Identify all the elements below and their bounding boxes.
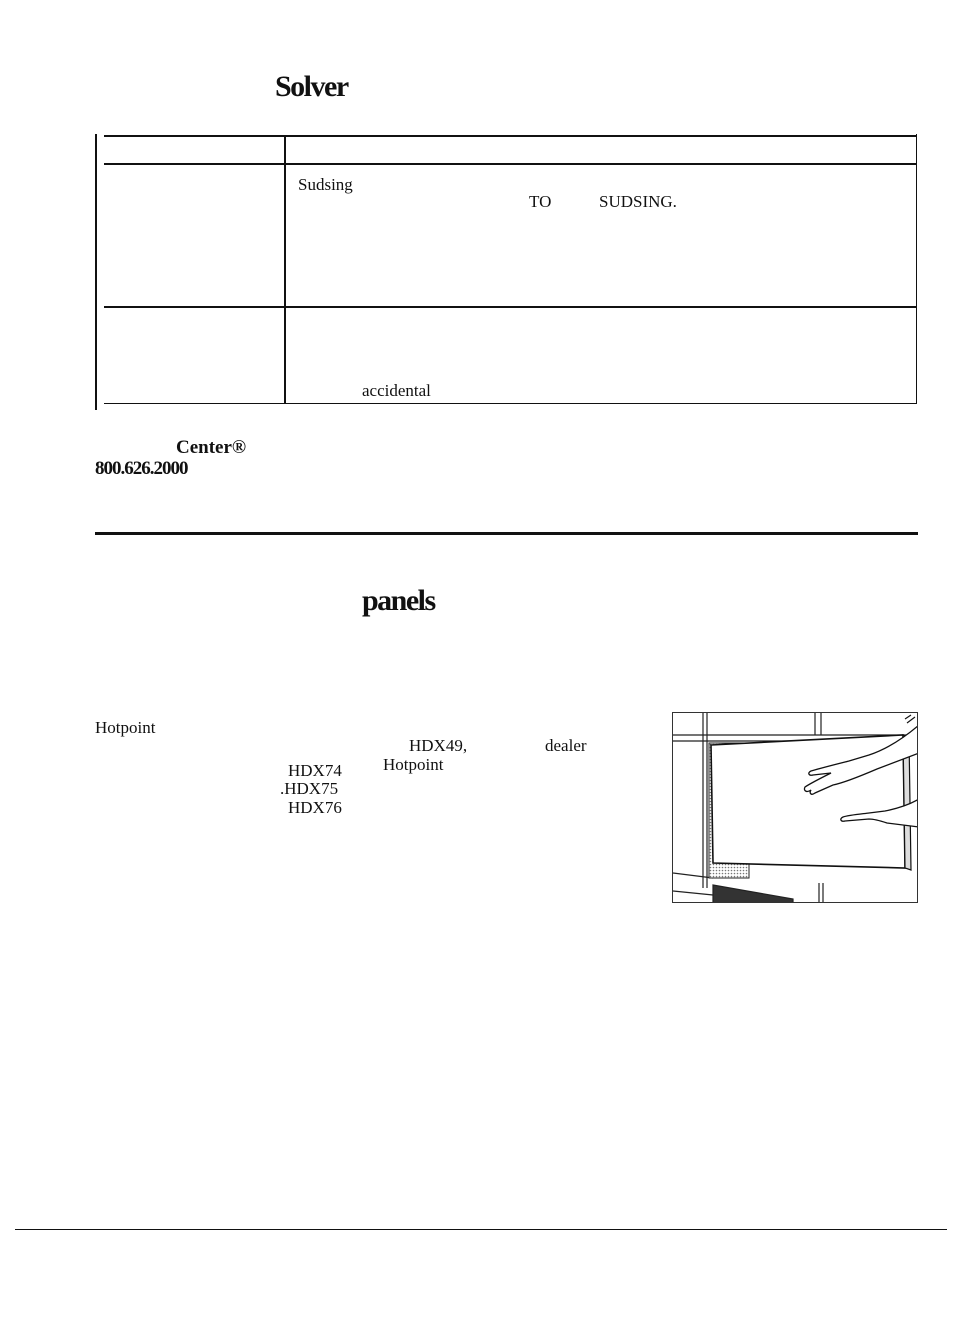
table-row1-word-sudsing: Sudsing [298,175,353,194]
table-header-rule [104,163,916,165]
table-bottom-rule [104,403,916,404]
footer-rule [15,1229,947,1230]
table-row2-word-accidental: accidental [362,381,431,400]
table-row1-word-sudsing-caps: SUDSING. [599,192,677,211]
panel-installation-icon [673,713,918,903]
table-right-border [916,134,917,404]
section-divider [95,532,918,535]
panel-installation-illustration [672,712,918,903]
table-row1-word-to: TO [529,192,552,211]
contact-phone-number: 800.626.2000 [95,458,188,479]
model-hdx74: HDX74 [288,761,342,780]
brand-hotpoint-2: Hotpoint [383,755,444,774]
contact-center-label: Center® [176,437,247,458]
section-title-solver: Solver [275,70,348,103]
section-title-panels: panels [362,584,435,617]
model-hdx49: HDX49, [409,736,468,755]
table-left-border [95,134,97,410]
table-column-divider [284,137,286,403]
model-hdx76: HDX76 [288,798,342,817]
brand-hotpoint: Hotpoint [95,718,156,737]
model-hdx75: .HDX75 [280,779,339,798]
table-row-rule [104,306,916,308]
word-dealer: dealer [545,736,587,755]
table-top-rule [104,135,916,137]
